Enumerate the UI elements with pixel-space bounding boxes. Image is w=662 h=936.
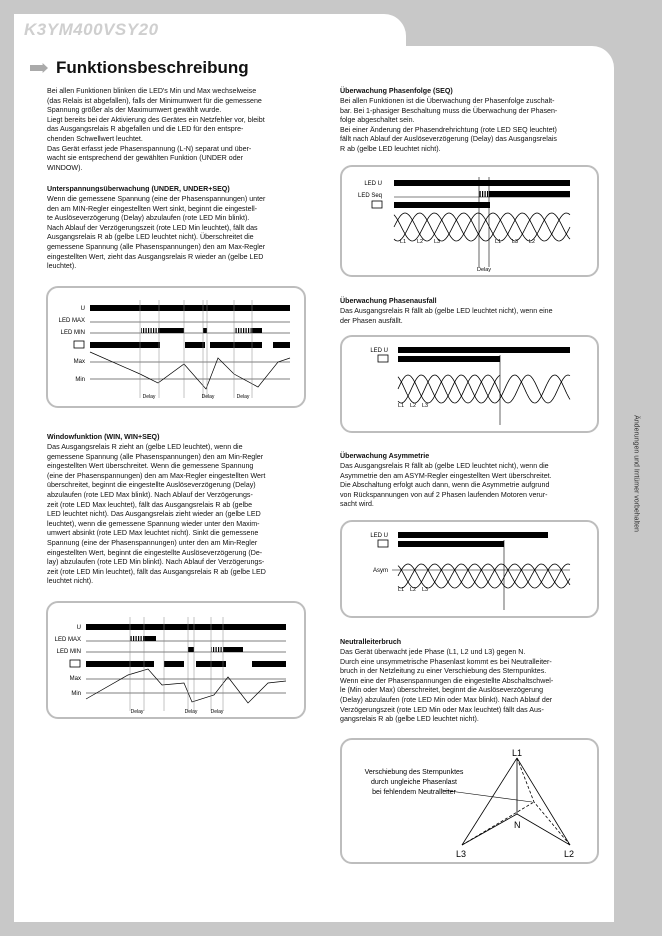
seq-phase-5: L3 [512,239,519,245]
under-label-max: Max [73,359,85,365]
seq-text: Bei allen Funktionen ist die Überwachung der Phasenfolge zuschalt- bar. Bei 1-phasiger Beschaltung muss die Überwachung der Phasen- folge abgeschaltet sein. Bei einer Änderung der Phasendrehrichtung (rote LED SEQ leuchtet) fällt nach Ablauf der Auslöseverzögerung (Delay) das Ausgangsrelais R ab (gelbe LED leuchtet nicht). [340,97,558,153]
asym-phase-1: L1 [398,587,405,593]
under-delay-2: Delay [201,394,215,400]
page-title [30,58,249,78]
under-delay-3: Delay [236,394,250,400]
star-l1: L1 [512,748,523,758]
seq-label-ledu: LED U [364,181,382,187]
star-caption-3: bei fehlendem Neutralleiter [372,789,456,796]
under-label-u: U [80,306,85,312]
neutral-text: Das Gerät überwacht jede Phase (L1, L2 und L3) gegen N. Durch eine unsymmetrische Phasenlast kommt es bei Neutralleiter- bruch in der Netzleitung zu einer Verschiebung des Sternpunktes. Wenn eine der Phasenspannungen die eingestellte Abschaltschwel- le (Min oder Max) überschreitet, beginnt die Auslöseverzögerung (Delay) abzulaufen (rote LED Min oder Max blinkt). Nach Ablauf der Verzögerungszeit (rote LED Min oder Max leuchtet) fällt das Aus- gangsrelais R ab (gelbe LED leuchtet nicht). [340,648,554,724]
window-label-max: Max [69,676,81,682]
side-note: Änderungen und Irrtümer vorbehalten [632,415,640,532]
window-timing-chart [48,603,304,717]
seq-timing-chart [342,167,597,275]
window-label-min: Min [71,691,81,697]
loss-phase-1: L1 [398,403,405,409]
asym-phase-3: L3 [422,587,429,593]
relay-icon-2 [70,660,80,667]
seq-phase-2: L2 [417,239,424,245]
under-delay-1: Delay [142,394,156,400]
loss-phase-2: L2 [410,403,417,409]
loss-diagram [340,335,599,433]
asym-heading: Überwachung Asymmetrie [340,452,430,460]
under-heading: Unterspannungsüberwachung (UNDER, UNDER+SEQ) [47,185,230,193]
asym-timing-chart [342,522,597,616]
seq-phase-6: L2 [529,239,536,245]
loss-label-ledu: LED U [370,348,388,354]
under-diagram [46,286,306,408]
intro-text: Bei allen Funktionen blinken die LED's Min und Max wechselweise (das Relais ist abgefallen), falls der Minimumwert für die gemessene Spannung größer als der Maximumwert gewählt wurde. Liegt bereits bei der Aktivierung des Gerätes ein Netzfehler vor, bleibt das Ausgangsrelais R abgefallen und die LED für den entspre- chenden Schwellwert leuchtet. Das Gerät erfasst jede Phasenspannung (L-N) separat und über- wacht sie entsprechend der gewählten Funktion (UNDER oder WINDOW). [47,87,265,172]
under-label-ledmax: LED MAX [58,318,85,324]
window-label-ledmax: LED MAX [54,637,81,643]
window-text: Das Ausgangsrelais R zieht an (gelbe LED leuchtet), wenn die gemessene Spannung (alle Phasenspannungen) den am Min-Regler eingestellten Wert überschreitet. Wenn die gemessene Spannung (eine der Phasenspannungen) den am Max-Regler eingestellten Wert überschreitet, beginnt die eingestellte Auslöseverzögerung (Delay) abzulaufen (rote LED Max blinkt). Nach Ablauf der Verzögerungs- zeit (rote LED Max leuchtet), fällt das Ausgangsrelais R ab (gelbe LED leuchtet nicht). Das Ausgangsrelais zieht wieder an (gelbe LED leuchtet), wenn die gemessene Spannung wieder unter den Maxim- umwert absinkt (rote LED Max leuchtet nicht). Sinkt die gemessene Spannung (eine der Phasenspannungen) unter den am Min-Regler eingestellten Wert, beginnt die eingestellte Auslöseverzögerung (De- lay) abzulaufen (rote LED Min blinkt). Nach Ablauf der Verzögerungs- zeit (rote LED Min leuchtet), fällt das Ausgangsrelais R ab (gelbe LED leuchtet nicht). [47,443,266,586]
under-label-ledmin: LED MIN [60,330,85,336]
relay-icon [74,341,84,348]
asym-label-asym: Asym [373,568,388,574]
under-label-min: Min [75,377,85,383]
window-delay-2: Delay [184,709,198,715]
seq-phase-4: L1 [495,239,502,245]
asym-text: Das Ausgangsrelais R fällt ab (gelbe LED leuchtet nicht), wenn die Asymmetrie den am ASYM-Regler eingestellten Wert überschreitet. Die Abschaltung erfolgt auch dann, wenn die Asymmetrie aufgrund von Rückspannungen von auf 2 Phasen laufenden Motoren verur- sacht wird. [340,462,552,509]
loss-timing-chart [342,337,597,431]
seq-heading: Überwachung Phasenfolge (SEQ) [340,87,453,95]
loss-text: Das Ausgangsrelais R fällt ab (gelbe LED leuchtet nicht), wenn eine der Phasen ausfällt. [340,307,553,325]
neutral-heading: Neutralleiterbruch [340,638,402,646]
star-l3: L3 [456,849,467,859]
under-timing-chart [48,288,304,406]
page-title-text: Funktionsbeschreibung [56,58,249,77]
window-label-u: U [76,625,81,631]
seq-phase-1: L1 [400,239,407,245]
window-diagram [46,601,306,719]
star-vector-chart [342,740,597,862]
star-l2: L2 [564,849,575,859]
loss-heading: Überwachung Phasenausfall [340,297,437,305]
asym-label-ledu: LED U [370,533,388,539]
seq-diagram [340,165,599,277]
under-bar-u [90,305,290,311]
asym-phase-2: L2 [410,587,417,593]
seq-label-ledseq: LED Seq [357,193,382,199]
under-text: Wenn die gemessene Spannung (eine der Phasenspannungen) unter den am MIN-Regler eingestellten Wert sinkt, beginnt die eingestell- te Auslöseverzögerung (Delay) abzulaufen (rote LED Min blinkt). Nach Ablauf der Verzögerungszeit (rote LED Min leuchtet), fällt das Ausgangsrelais R ab (gelbe LED leuchtet nicht). Überschreitet die gemessene Spannung (alle Phasenspannungen) den am Max-Regler eingestellten Wert, zieht das Ausgangsrelais R wieder an (gelbe LED leuchtet). [47,195,266,271]
model-number: K3YM400VSY20 [24,20,159,39]
star-n: N [514,820,521,830]
loss-phase-3: L3 [422,403,429,409]
seq-delay: Delay [477,267,492,273]
star-caption-2: durch ungleiche Phasenlast [370,779,458,786]
arrow-icon [30,63,48,73]
seq-phase-3: L3 [434,239,441,245]
window-label-ledmin: LED MIN [56,649,81,655]
window-delay-1: Delay [130,709,144,715]
under-bar-relay [90,342,160,348]
star-diagram [340,738,599,864]
window-delay-3: Delay [210,709,224,715]
star-caption-1: Verschiebung des Sternpunktes [364,769,464,776]
asym-diagram [340,520,599,618]
window-heading: Windowfunktion (WIN, WIN+SEQ) [47,433,160,441]
under-blink-1 [141,328,159,333]
